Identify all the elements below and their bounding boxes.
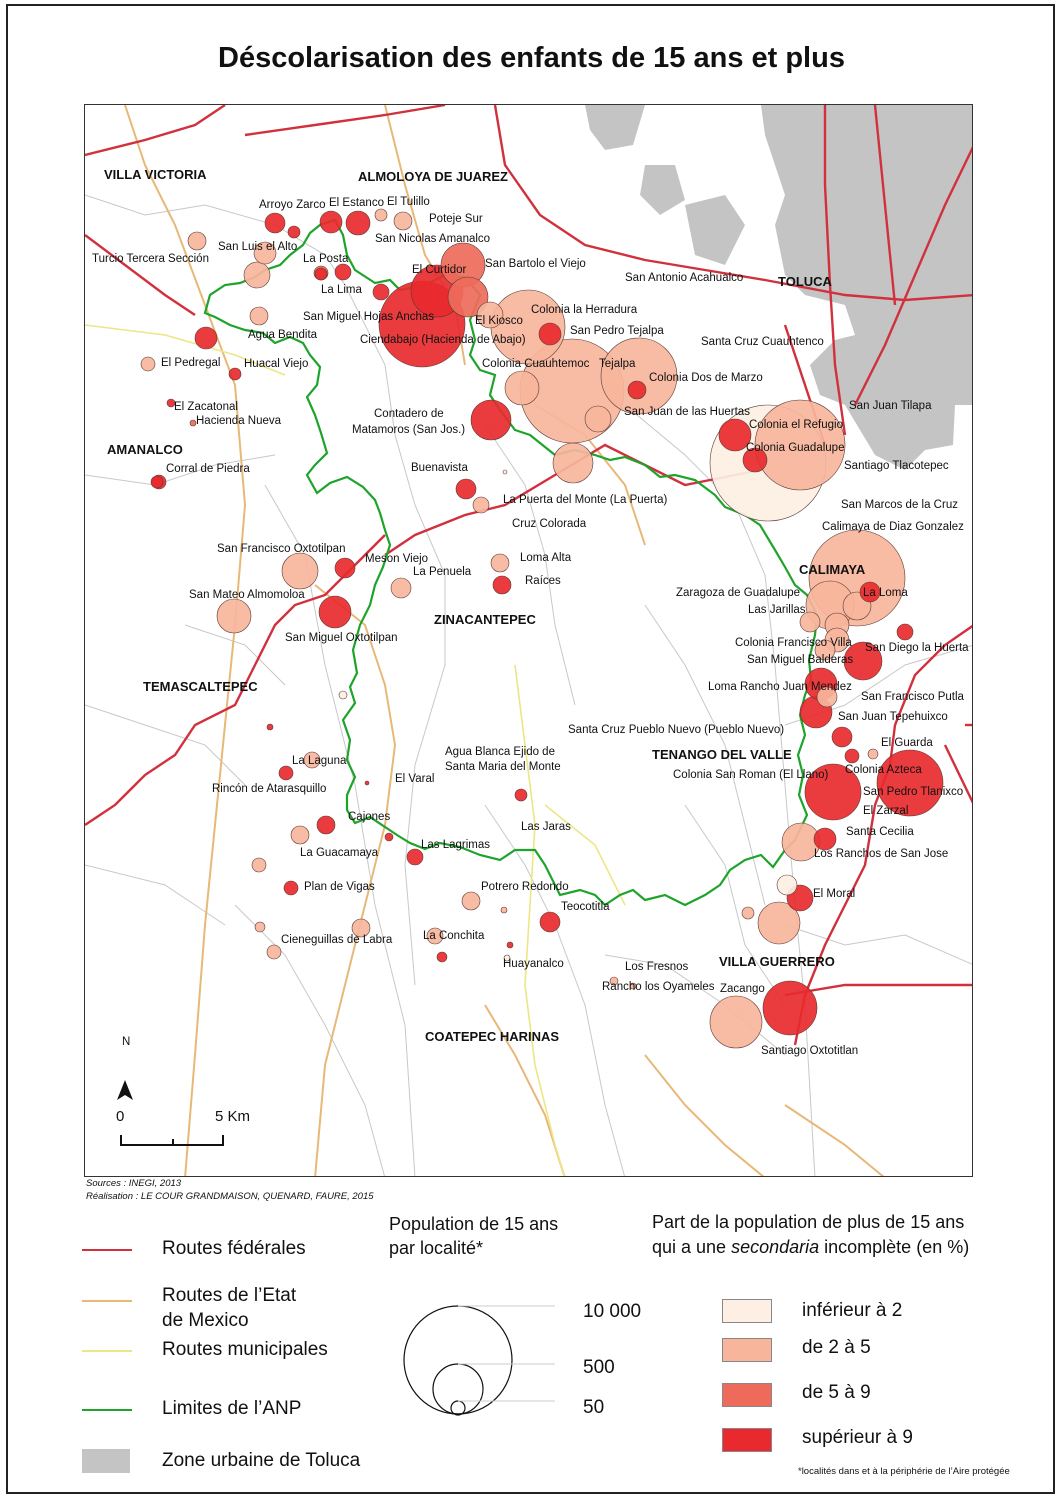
legend-population-circles (395, 1300, 595, 1430)
municipality-label: TEMASCALTEPEC (143, 679, 258, 694)
locality-label: Colonia la Herradura (531, 304, 638, 316)
locality-label: La Puerta del Monte (La Puerta) (503, 494, 668, 506)
locality-label: San Juan de las Huertas (624, 406, 750, 418)
locality-circle[interactable] (540, 912, 560, 932)
legend-pop-50: 50 (583, 1397, 605, 1418)
locality-label: Teocotitla (561, 901, 610, 913)
legend-swatch-5-9 (722, 1383, 772, 1407)
locality-label: San Miguel Oxtotilpan (285, 632, 398, 644)
legend-federal-label: Routes fédérales (162, 1238, 306, 1259)
locality-circle[interactable] (832, 727, 852, 747)
legend-swatch-gt9 (722, 1428, 772, 1452)
locality-label: Las Lagrimas (421, 839, 491, 851)
locality-label: La Lima (321, 284, 362, 296)
locality-circle[interactable] (282, 553, 318, 589)
municipality-label: VILLA GUERRERO (719, 954, 835, 969)
locality-circle[interactable] (394, 212, 412, 230)
locality-label: Cruz Colorada (512, 518, 587, 530)
map-title: Déscolarisation des enfants de 15 ans et plus (218, 42, 845, 74)
legend-swatch-lt2 (722, 1299, 772, 1323)
municipality-label: ZINACANTEPEC (434, 612, 536, 627)
legend-population-title: Population de 15 ans par localité* (389, 1214, 559, 1258)
locality-label: Zacango (720, 983, 765, 995)
locality-circle[interactable] (217, 599, 251, 633)
locality-label: Los Fresnos (625, 961, 689, 973)
locality-circle[interactable] (339, 691, 347, 699)
locality-circle[interactable] (141, 357, 155, 371)
locality-circle[interactable] (473, 497, 489, 513)
locality-circle[interactable] (255, 922, 265, 932)
locality-circle[interactable] (188, 232, 206, 250)
locality-label: Huayanalco (503, 958, 564, 970)
locality-circle[interactable] (437, 952, 447, 962)
locality-label: San Juan Tepehuixco (838, 711, 948, 723)
locality-circle[interactable] (315, 268, 327, 280)
locality-label: La Penuela (413, 566, 472, 578)
locality-label: San Diego la Huerta (865, 642, 969, 654)
legend-share-title-2c: incomplète (en %) (819, 1237, 970, 1257)
locality-circle[interactable] (265, 213, 285, 233)
locality-label: El Curtidor (412, 264, 467, 276)
locality-label: Los Ranchos de San Jose (814, 848, 949, 860)
legend-pop-500: 500 (583, 1357, 615, 1378)
locality-circle[interactable] (346, 211, 370, 235)
locality-circle[interactable] (320, 211, 342, 233)
locality-label: El Tulillo (387, 196, 430, 208)
municipality-label: ALMOLOYA DE JUAREZ (358, 169, 508, 184)
locality-circle[interactable] (252, 858, 266, 872)
locality-label: Loma Rancho Juan Mendez (708, 681, 852, 693)
locality-circle[interactable] (279, 766, 293, 780)
locality-label: El Varal (395, 773, 435, 785)
locality-label: Potrero Redondo (481, 881, 569, 893)
north-label: N (122, 1036, 131, 1048)
locality-label: El Zarzal (863, 805, 909, 817)
locality-circle[interactable] (267, 945, 281, 959)
locality-label: Poteje Sur (429, 213, 483, 225)
legend-anp-line (82, 1409, 132, 1411)
locality-circle[interactable] (462, 892, 480, 910)
locality-label: San Juan Tilapa (849, 400, 932, 412)
locality-label: Ciendabajo (Hacienda de Abajo) (360, 334, 526, 346)
locality-circle[interactable] (291, 826, 309, 844)
locality-label: Hacienda Nueva (196, 415, 282, 427)
legend-urban-swatch (82, 1449, 130, 1473)
locality-label: Colonia Cuauhtemoc (482, 358, 590, 370)
locality-circle[interactable] (375, 209, 387, 221)
locality-label: Rincón de Atarasquillo (212, 783, 327, 795)
locality-label: Loma Alta (520, 552, 572, 564)
locality-label: San Pedro Tejalpa (570, 325, 664, 337)
locality-label: Colonia Azteca (845, 764, 922, 776)
legend-federal-line (82, 1249, 132, 1251)
locality-label: Santa Cruz Cuauhtenco (701, 336, 824, 348)
locality-label: El Zacatonal (174, 401, 238, 413)
legend-class-2-5: de 2 à 5 (802, 1337, 871, 1358)
locality-circle[interactable] (553, 443, 593, 483)
legend-class-lt2: inférieur à 2 (802, 1300, 903, 1321)
locality-label: Zaragoza de Guadalupe (676, 587, 801, 599)
locality-label: Colonia San Roman (El Llano) (673, 769, 829, 781)
locality-label: San Mateo Almomoloa (189, 589, 305, 601)
locality-label: San Luis el Alto (218, 241, 298, 253)
legend-pop-10000: 10 000 (583, 1301, 642, 1322)
locality-circle[interactable] (897, 624, 913, 640)
locality-label: San Pedro Tlanixco (863, 786, 964, 798)
locality-label: Santa Maria del Monte (445, 761, 561, 773)
locality-label: Calimaya de Diaz Gonzalez (822, 521, 964, 533)
locality-circle[interactable] (585, 406, 611, 432)
locality-label: Colonia Dos de Marzo (649, 372, 763, 384)
municipality-label: COATEPEC HARINAS (425, 1029, 560, 1044)
locality-label: Arroyo Zarco (259, 199, 326, 211)
locality-label: Turcio Tercera Sección (92, 253, 209, 265)
locality-label: San Francisco Putla (861, 691, 964, 703)
locality-label: Cajones (348, 811, 391, 823)
municipality-label: CALIMAYA (799, 562, 866, 577)
locality-label: Matamoros (San Jos.) (352, 424, 466, 436)
locality-circle[interactable] (763, 981, 817, 1035)
legend-swatch-2-5 (722, 1338, 772, 1362)
locality-circle[interactable] (335, 264, 351, 280)
locality-label: La Conchita (423, 930, 485, 942)
legend-share-title-2a: qui a une (652, 1237, 732, 1257)
legend-share-title-2b: secondaria (731, 1237, 820, 1257)
locality-label: Cieneguillas de Labra (281, 934, 393, 946)
locality-label: Corral de Piedra (166, 463, 250, 475)
locality-circle[interactable] (505, 371, 539, 405)
locality-circle[interactable] (628, 381, 646, 399)
locality-circle[interactable] (229, 368, 241, 380)
locality-label: Colonia Guadalupe (746, 442, 845, 454)
scale-end: 5 Km (215, 1108, 251, 1125)
locality-circle[interactable] (335, 558, 355, 578)
locality-circle[interactable] (267, 724, 273, 730)
legend-municipal-line (82, 1350, 132, 1352)
locality-circle[interactable] (195, 327, 217, 349)
locality-label: El Guarda (881, 737, 933, 749)
locality-circle[interactable] (501, 907, 507, 913)
locality-circle[interactable] (507, 942, 513, 948)
locality-label: Contadero de (374, 408, 444, 420)
locality-label: Las Jarillas (748, 604, 806, 616)
locality-label: El Estanco (329, 197, 384, 209)
locality-label: Las Jaras (521, 821, 571, 833)
locality-label: El Moral (813, 888, 856, 900)
legend-class-5-9: de 5 à 9 (802, 1382, 871, 1403)
locality-circle[interactable] (845, 749, 859, 763)
locality-label: El Kiosco (475, 315, 523, 327)
locality-label: Agua Blanca Ejido de (445, 746, 555, 758)
locality-label: La Posta (303, 253, 349, 265)
locality-label: San Francisco Oxtotilpan (217, 543, 346, 555)
scale-bar (121, 1135, 223, 1145)
locality-circle[interactable] (777, 875, 797, 895)
locality-label: San Antonio Acahualco (625, 272, 744, 284)
legend-urban-label: Zone urbaine de Toluca (162, 1450, 361, 1471)
locality-label: Santa Cecilia (846, 826, 914, 838)
legend-share-title-2 (652, 1235, 969, 1259)
locality-circle[interactable] (491, 554, 509, 572)
locality-circle[interactable] (151, 476, 163, 488)
locality-circle[interactable] (319, 596, 351, 628)
locality-circle[interactable] (710, 996, 762, 1048)
municipality-label: AMANALCO (107, 442, 183, 457)
municipality-label: TOLUCA (778, 274, 832, 289)
locality-label: San Nicolas Amanalco (375, 233, 491, 245)
locality-circle[interactable] (385, 833, 393, 841)
locality-label: Agua Bendita (248, 329, 318, 341)
locality-label: Santiago Oxtotitlan (761, 1045, 859, 1057)
legend-anp-label: Limites de l’ANP (162, 1398, 302, 1419)
locality-circle[interactable] (288, 226, 300, 238)
locality-circle[interactable] (515, 789, 527, 801)
locality-label: San Miguel Balderas (747, 654, 854, 666)
scale-zero: 0 (116, 1108, 125, 1125)
municipality-label: VILLA VICTORIA (104, 167, 207, 182)
locality-label: Plan de Vigas (304, 881, 375, 893)
legend-municipal-label: Routes municipales (162, 1339, 328, 1360)
municipality-label: TENANGO DEL VALLE (652, 747, 792, 762)
locality-label: Santa Cruz Pueblo Nuevo (Pueblo Nuevo) (568, 724, 785, 736)
locality-circle[interactable] (539, 323, 561, 345)
map-canvas (85, 105, 973, 1177)
locality-label: Colonia el Refugio (749, 419, 843, 431)
sources-text: Sources : INEGI, 2013 (86, 1178, 182, 1189)
locality-circle[interactable] (244, 262, 270, 288)
legend-share-title-1: Part de la population de plus de 15 ans (652, 1212, 965, 1232)
locality-circle[interactable] (250, 307, 268, 325)
locality-label: San Bartolo el Viejo (485, 258, 586, 270)
locality-label: Rancho los Oyameles (602, 981, 715, 993)
locality-circle[interactable] (407, 849, 423, 865)
locality-label: El Pedregal (161, 357, 221, 369)
locality-label: San Marcos de la Cruz (841, 499, 958, 511)
locality-label: Tejalpa (599, 358, 636, 370)
locality-circle[interactable] (814, 828, 836, 850)
locality-label: Colonia Francisco Villa (735, 637, 852, 649)
locality-circle[interactable] (503, 470, 507, 474)
locality-circle[interactable] (373, 284, 389, 300)
legend-note: *localités dans et à la périphérie de l’Aire protégée (798, 1466, 1010, 1477)
locality-label: La Loma (863, 587, 908, 599)
locality-label: La Laguna (292, 755, 347, 767)
realisation-text: Réalisation : LE COUR GRANDMAISON, QUENARD, FAURE, 2015 (86, 1191, 374, 1202)
locality-label: Raíces (525, 575, 561, 587)
locality-circle[interactable] (471, 400, 511, 440)
legend-state-line (82, 1300, 132, 1302)
legend-class-gt9: supérieur à 9 (802, 1427, 913, 1448)
locality-circle[interactable] (391, 578, 411, 598)
locality-circle[interactable] (456, 479, 476, 499)
locality-circle[interactable] (493, 576, 511, 594)
locality-label: Meson Viejo (365, 553, 429, 565)
locality-circle[interactable] (742, 907, 754, 919)
locality-circle[interactable] (868, 749, 878, 759)
locality-label: Santiago Tlacotepec (844, 460, 949, 472)
legend-state-label: Routes de l’Etat de Mexico (162, 1285, 297, 1331)
map-area[interactable] (84, 104, 973, 1177)
locality-label: Huacal Viejo (244, 358, 309, 370)
locality-circle[interactable] (317, 816, 335, 834)
locality-label: San Miguel Hojas Anchas (303, 311, 435, 323)
locality-label: La Guacamaya (300, 847, 378, 859)
locality-circle[interactable] (284, 881, 298, 895)
locality-label: Buenavista (411, 462, 468, 474)
north-arrow (117, 1036, 133, 1100)
locality-circle[interactable] (365, 781, 369, 785)
